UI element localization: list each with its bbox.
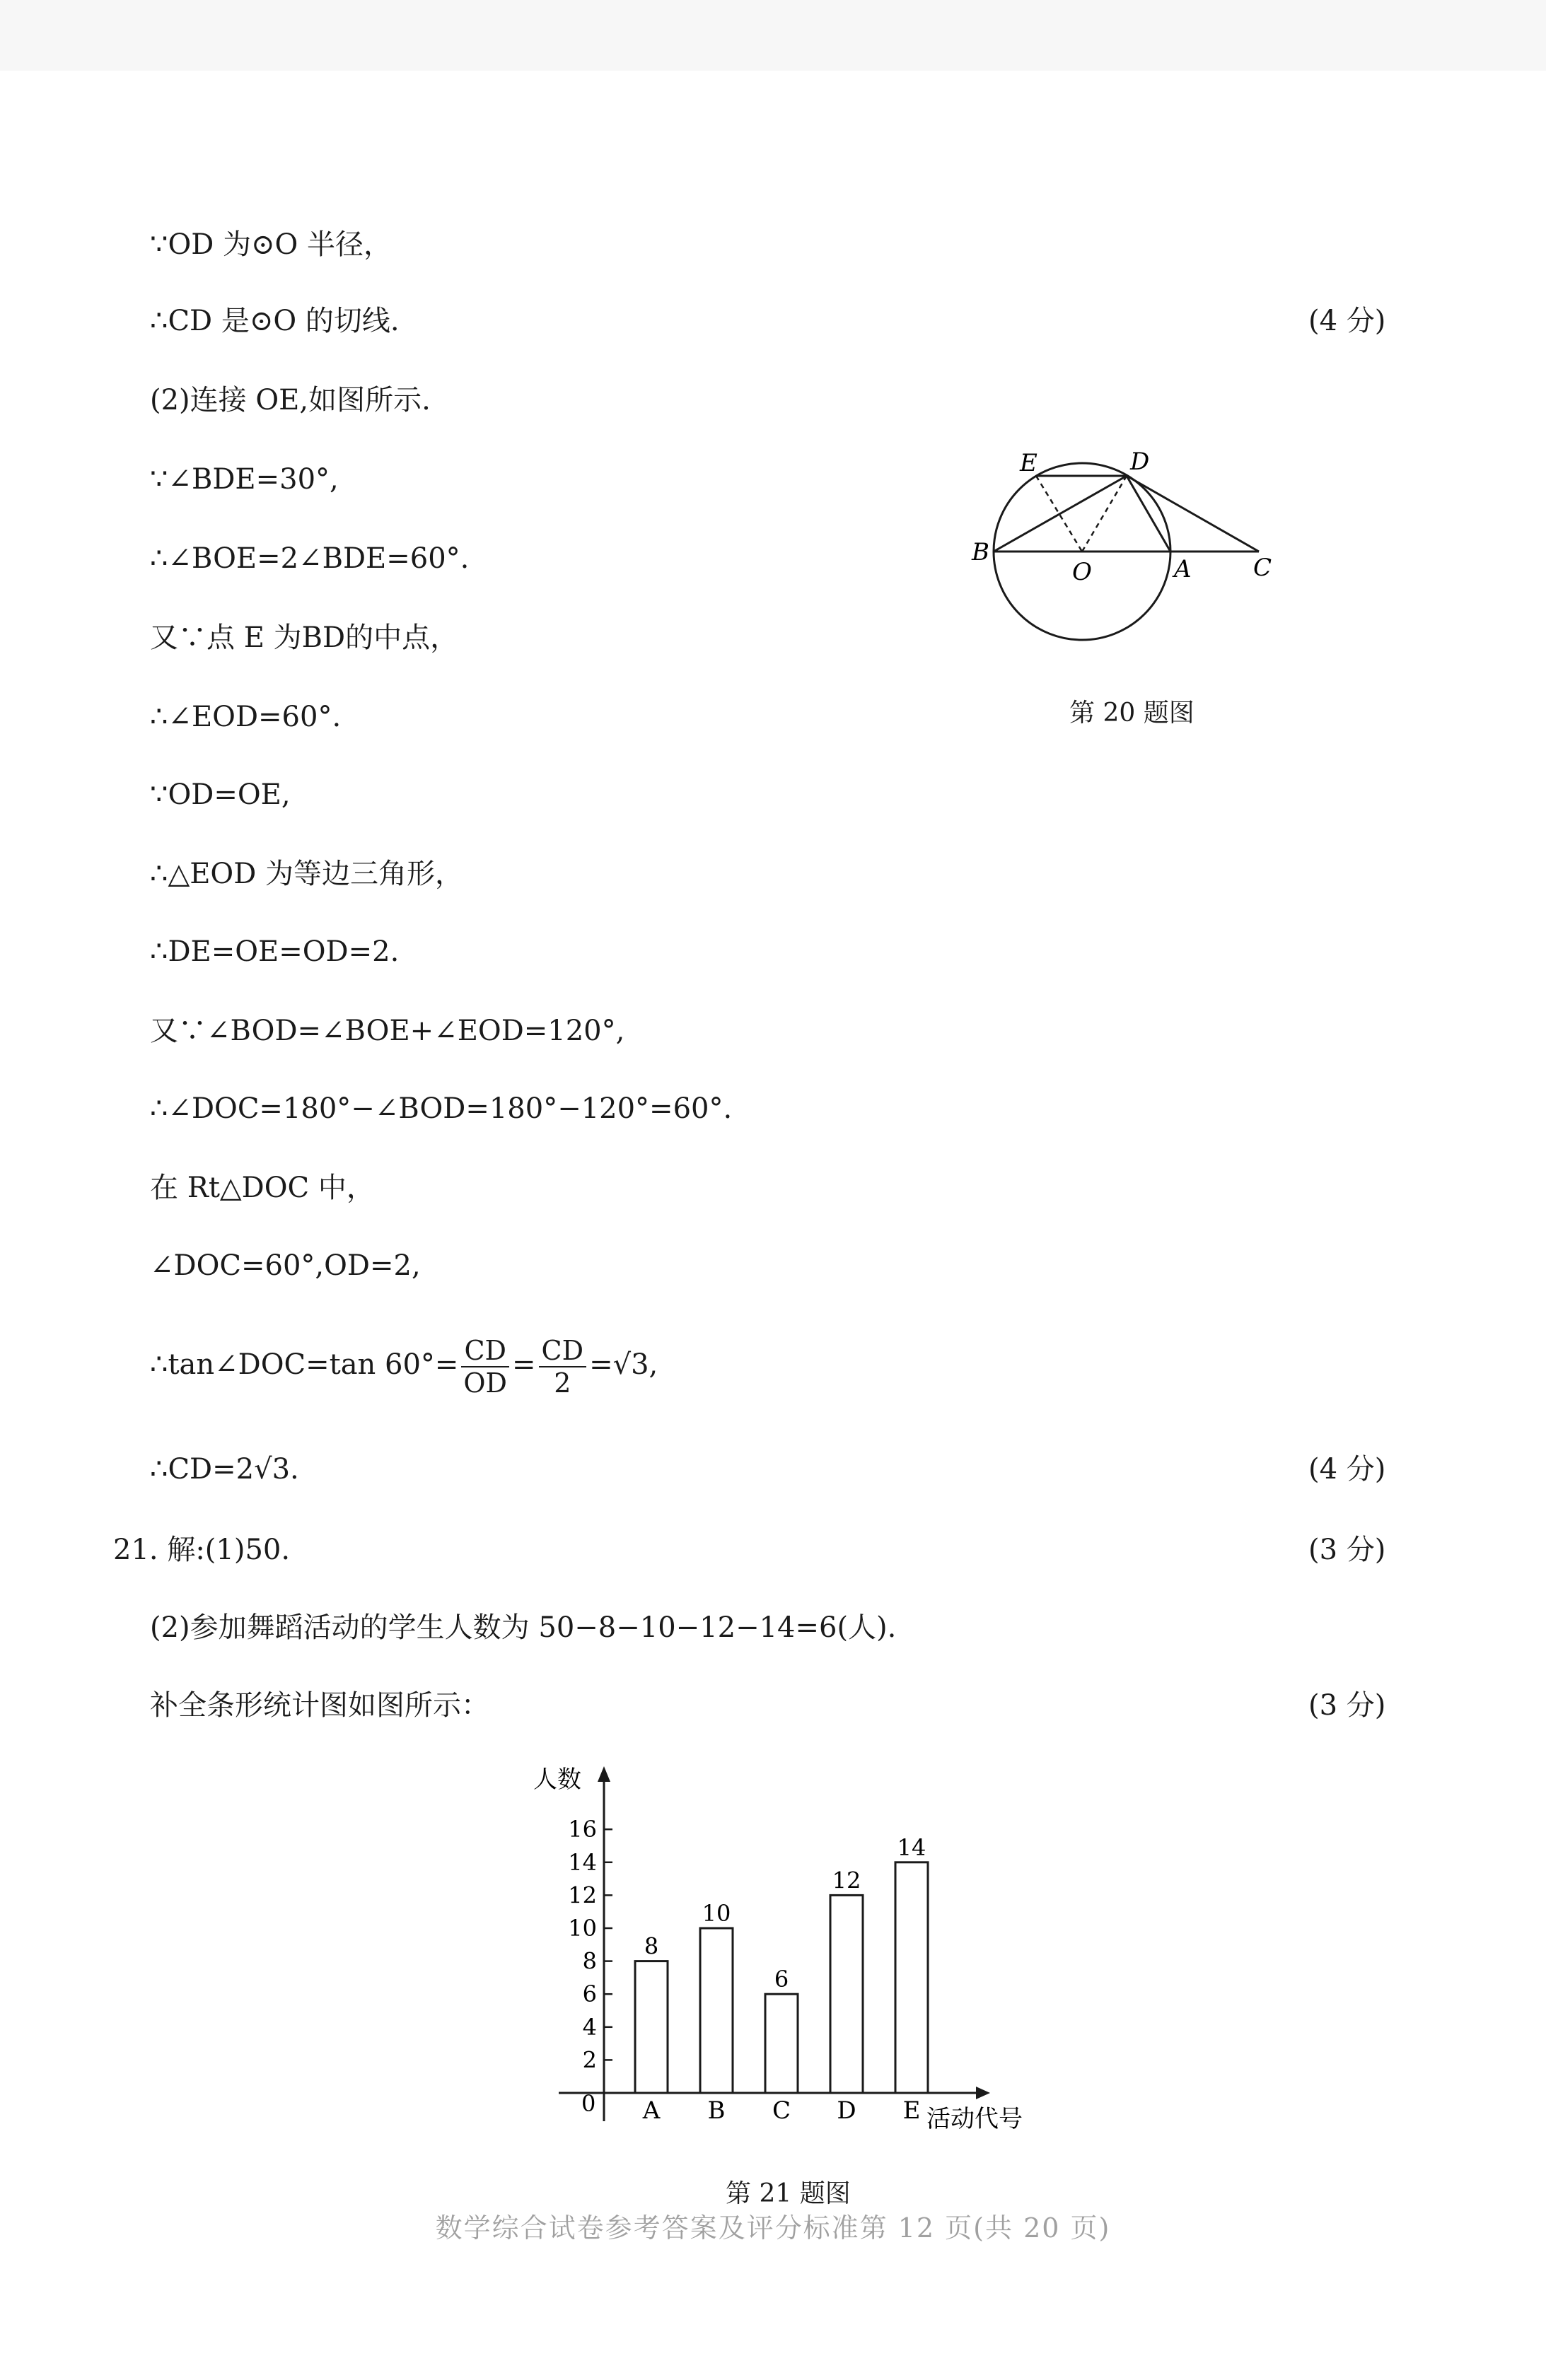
score-mark: (3 分) (1308, 1689, 1386, 1722)
x-tick-label: A (642, 2096, 661, 2125)
solution-line: ∴CD=2√3. (150, 1453, 299, 1486)
x-tick-label: C (772, 2096, 791, 2125)
page-footer: 数学综合试卷参考答案及评分标准第 12 页(共 20 页) (435, 2212, 1111, 2244)
tan-equation: ∴tan∠DOC=tan 60°= $\frac{CD}{OD}$ = $\frac{CD}{2}$ =√3, (150, 1335, 658, 1399)
score-mark: (4 分) (1308, 1453, 1386, 1486)
solution-line: ∴∠EOD=60°. (150, 701, 342, 733)
x-axis-label: 活动代号 (926, 2105, 1023, 2133)
solution-line: (2)参加舞蹈活动的学生人数为 50−8−10−12−14=6(人). (150, 1611, 897, 1644)
y-tick-label: 6 (582, 1981, 597, 2008)
label-o: O (1072, 558, 1092, 586)
y-tick-label: 8 (582, 1947, 597, 1975)
y-tick-label: 16 (568, 1816, 597, 1843)
bar (765, 1994, 798, 2093)
x-axis-arrow (976, 2087, 990, 2099)
numerator: CD (539, 1335, 587, 1367)
y-tick-label: 2 (582, 2046, 597, 2074)
y-axis-arrow (598, 1766, 610, 1782)
fraction (539, 1335, 587, 1399)
bar-value-label: 6 (774, 1966, 789, 1993)
solution-line: ∴∠DOC=180°−∠BOD=180°−120°=60°. (150, 1092, 733, 1125)
solution-line: ∵OD 为⊙O 半径， (150, 228, 393, 261)
figure-21-caption: 第 21 题图 (726, 2179, 851, 2208)
origin-label: 0 (581, 2090, 596, 2117)
bar (830, 1895, 863, 2093)
page-top-margin (0, 0, 1546, 71)
label-d: D (1130, 448, 1150, 476)
figure-20-diagram (969, 438, 1294, 665)
label-c: C (1253, 554, 1272, 582)
solution-line: ∴△EOD 为等边三角形， (150, 858, 463, 890)
tan-prefix: ∴tan∠DOC=tan 60°= (150, 1348, 459, 1381)
solution-line: ∴CD 是⊙O 的切线. (150, 305, 400, 337)
segment-bd (994, 476, 1127, 552)
tan-suffix: =√3, (589, 1348, 658, 1381)
label-a: A (1174, 555, 1192, 583)
figure-20-caption: 第 20 题图 (1069, 699, 1195, 728)
y-tick-label: 14 (568, 1848, 597, 1876)
solution-line: ∵∠BDE=30°, (150, 463, 339, 496)
numerator: CD (461, 1335, 509, 1367)
bar (700, 1928, 733, 2093)
bar-value-label: 10 (702, 1900, 731, 1927)
x-tick-label: D (837, 2096, 856, 2125)
label-b: B (972, 538, 989, 566)
y-tick-label: 4 (582, 2013, 597, 2041)
solution-line: 又∵点 E 为BD的中点， (150, 622, 459, 654)
y-axis-label: 人数 (533, 1766, 581, 1794)
score-mark: (3 分) (1308, 1534, 1386, 1566)
solution-line: ∠DOC=60°,OD=2, (150, 1249, 421, 1282)
bar-value-label: 14 (897, 1833, 926, 1861)
fraction (461, 1335, 509, 1399)
solution-line: 补全条形统计图如图所示： (150, 1689, 489, 1722)
solution-line: 又∵∠BOD=∠BOE+∠EOD=120°, (150, 1015, 625, 1047)
solution-line: 在 Rt△DOC 中， (150, 1172, 375, 1204)
bar-value-label: 12 (832, 1867, 861, 1894)
y-tick-label: 12 (568, 1882, 597, 1909)
bar-value-label: 8 (644, 1932, 659, 1960)
denominator: 2 (554, 1367, 571, 1399)
bar (895, 1862, 928, 2093)
x-tick-label: B (707, 2096, 726, 2125)
label-e: E (1020, 449, 1038, 477)
bar (635, 1961, 668, 2093)
segment-dc (1127, 476, 1259, 552)
solution-line: ∴DE=OE=OD=2. (150, 935, 400, 968)
score-mark: (4 分) (1308, 305, 1386, 337)
figure-21-bar-chart (523, 1754, 1061, 2149)
y-tick-label: 10 (568, 1915, 597, 1942)
x-tick-label: E (902, 2096, 921, 2125)
denominator: OD (463, 1367, 508, 1399)
segment-do-dashed (1082, 476, 1127, 552)
solution-line: ∴∠BOE=2∠BDE=60°. (150, 542, 470, 575)
solution-line: ∵OD=OE, (150, 778, 291, 811)
question-21-answer: 21. 解:(1)50. (113, 1534, 291, 1566)
solution-line: (2)连接 OE,如图所示. (150, 384, 431, 416)
